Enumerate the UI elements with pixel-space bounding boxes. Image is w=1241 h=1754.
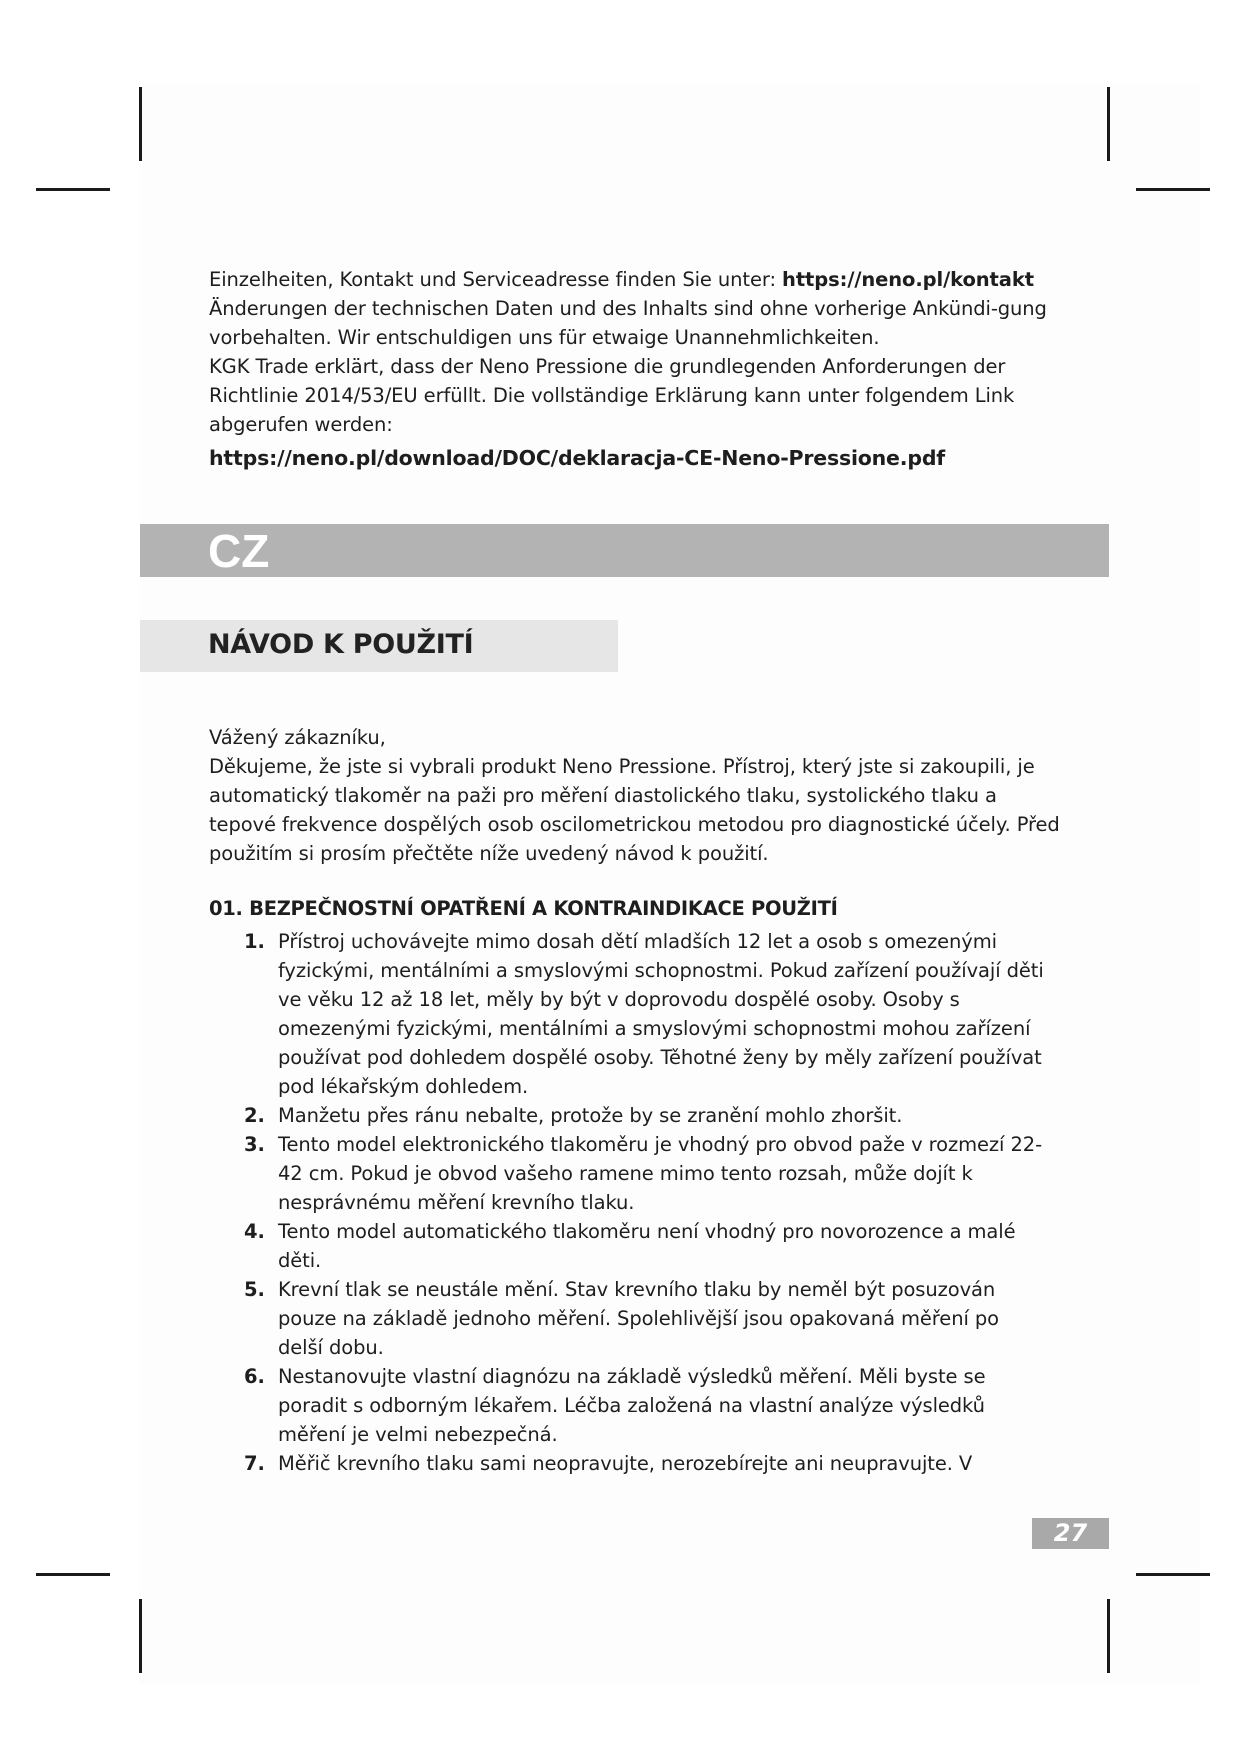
language-band <box>140 524 1109 577</box>
changes-notice: Änderungen der technischen Daten und des Inhalts sind ohne vorherige Ankündi-gung vorbehalten. Wir entschuldigen uns für etwaige Unannehmlichkeiten. <box>209 297 1047 349</box>
declaration-link[interactable]: https://neno.pl/download/DOC/deklaracja-CE-Neno-Pressione.pdf <box>209 446 946 470</box>
section-title-band <box>140 620 618 672</box>
safety-heading: 01. BEZPEČNOSTNÍ OPATŘENÍ A KONTRAINDIKACE POUŽITÍ <box>209 897 838 920</box>
page-number: 27 <box>1032 1518 1109 1549</box>
list-item <box>244 927 1049 1101</box>
item-number: 2. <box>244 1104 265 1127</box>
contact-line <box>209 265 1049 294</box>
item-number: 4. <box>244 1220 265 1243</box>
item-text: Krevní tlak se neustále mění. Stav krevního tlaku by neměl být posuzován pouze na základě jednoho měření. Spolehlivější jsou opakovaná měření po delší dobu. <box>278 1278 999 1359</box>
item-number: 1. <box>244 930 265 953</box>
list-item <box>244 1449 1049 1478</box>
czech-intro <box>209 723 1069 868</box>
crop-mark-bottom-right-vertical <box>1107 1599 1110 1673</box>
declaration-notice: KGK Trade erklärt, dass der Neno Pressione die grundlegenden Anforderungen der Richtlinie 2014/53/EU erfüllt. Die vollständige Erklärung kann unter folgendem Link abgerufen werden: <box>209 355 1015 436</box>
crop-mark-top-right-horizontal <box>1136 188 1210 191</box>
safety-list <box>244 927 1049 1478</box>
item-number: 7. <box>244 1452 265 1475</box>
list-item <box>244 1101 1049 1130</box>
language-label: CZ <box>208 525 270 577</box>
german-intro <box>209 265 1049 439</box>
greeting: Vážený zákazníku, <box>209 726 386 749</box>
contact-link[interactable]: https://neno.pl/kontakt <box>782 268 1034 291</box>
contact-prefix: Einzelheiten, Kontakt und Serviceadresse finden Sie unter: <box>209 268 783 291</box>
list-item <box>244 1275 1049 1362</box>
list-item <box>244 1217 1049 1275</box>
item-text: Tento model elektronického tlakoměru je vhodný pro obvod paže v rozmezí 22-42 cm. Pokud je obvod vašeho ramene mimo tento rozsah, může dojít k nesprávnému měření krevního tlaku. <box>278 1133 1043 1214</box>
item-text: Manžetu přes ránu nebalte, protože by se zranění mohlo zhoršit. <box>278 1104 903 1127</box>
intro-paragraph: Děkujeme, že jste si vybrali produkt Neno Pressione. Přístroj, který jste si zakoupili, je automatický tlakoměr na paži pro měření diastolického tlaku, systolického tlaku a tepové frekvence dospělých osob oscilometrickou metodou pro diagnostické účely. Před použitím si prosím přečtěte níže uvedený návod k použití. <box>209 755 1060 865</box>
crop-mark-top-left-horizontal <box>36 188 110 191</box>
item-text: Přístroj uchovávejte mimo dosah dětí mladších 12 let a osob s omezenými fyzickými, mentálními a smyslovými schopnostmi. Pokud zařízení používají děti ve věku 12 až 18 let, měly by být v doprovodu dospělé osoby. Osoby s omezenými fyzickými, mentálními a smyslovými schopnostmi mohou zařízení používat pod dohledem dospělé osoby. Těhotné ženy by měly zařízení používat pod lékařským dohledem. <box>278 930 1044 1098</box>
list-item <box>244 1130 1049 1217</box>
crop-mark-bottom-right-horizontal <box>1136 1573 1210 1576</box>
crop-mark-top-left-vertical <box>139 87 142 161</box>
item-number: 3. <box>244 1133 265 1156</box>
item-text: Měřič krevního tlaku sami neopravujte, nerozebírejte ani neupravujte. V <box>278 1452 973 1475</box>
crop-mark-bottom-left-horizontal <box>36 1573 110 1576</box>
crop-mark-bottom-left-vertical <box>139 1599 142 1673</box>
crop-mark-top-right-vertical <box>1107 87 1110 161</box>
item-text: Nestanovujte vlastní diagnózu na základě výsledků měření. Měli byste se poradit s odborným lékařem. Léčba založená na vlastní analýze výsledků měření je velmi nebezpečná. <box>278 1365 986 1446</box>
item-text: Tento model automatického tlakoměru není vhodný pro novorozence a malé děti. <box>278 1220 1016 1272</box>
item-number: 6. <box>244 1365 265 1388</box>
item-number: 5. <box>244 1278 265 1301</box>
list-item <box>244 1362 1049 1449</box>
page-title: NÁVOD K POUŽITÍ <box>208 629 474 660</box>
